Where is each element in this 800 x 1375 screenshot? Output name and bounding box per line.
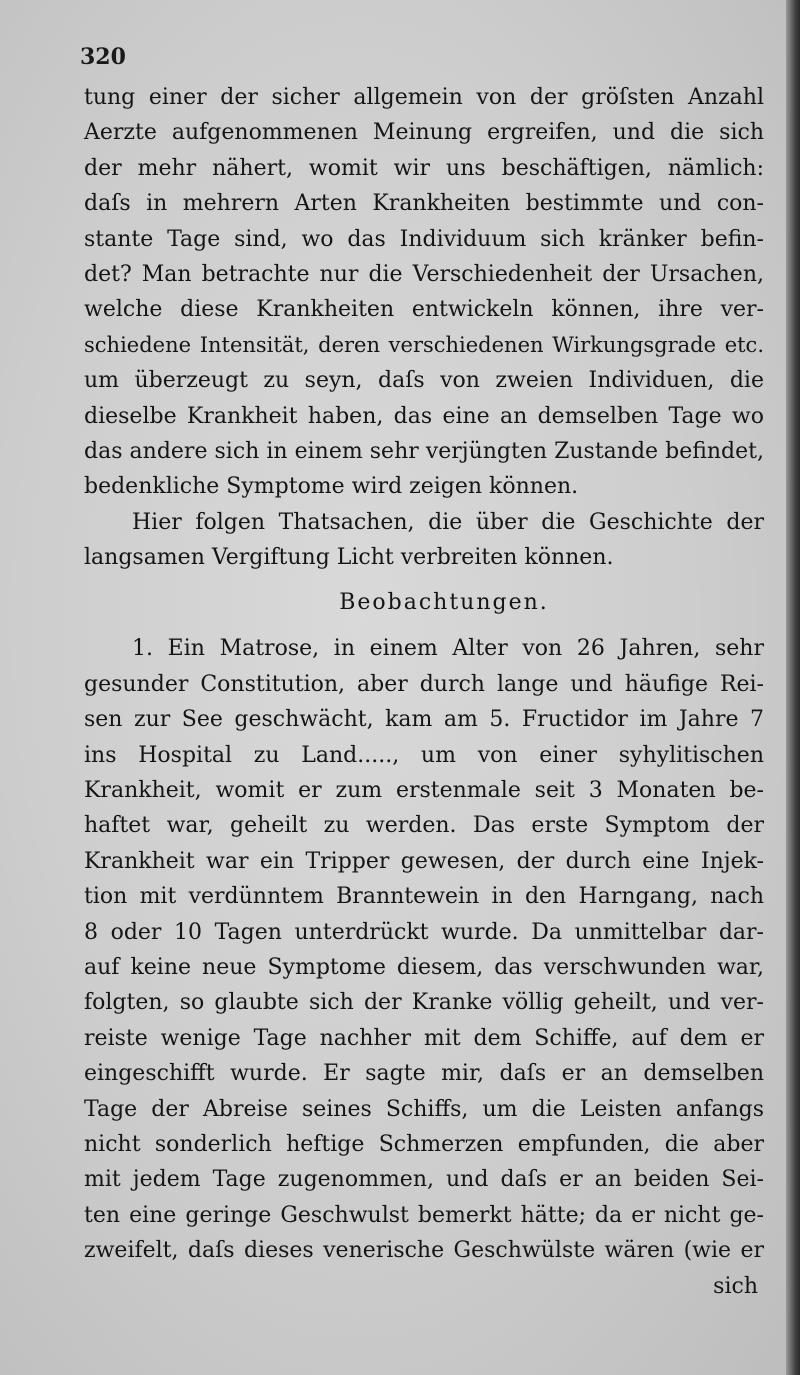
paragraph-3 xyxy=(84,631,764,1268)
text-line: um überzeugt zu seyn, daſs von zweien Individuen, die xyxy=(84,368,764,394)
text-line: stante Tage sind, wo das Individuum sich kränker befin- xyxy=(84,226,764,252)
text-line: haftet war, geheilt zu werden. Das erste Symptom der xyxy=(84,813,764,839)
text-line: tung einer der sicher allgemein von der gröſsten Anzahl xyxy=(84,85,764,110)
text-line: langsamen Vergiftung Licht verbreiten können. xyxy=(84,545,614,571)
text-line: folgten, so glaubte sich der Kranke völlig geheilt, und ver- xyxy=(84,990,764,1016)
text-line: ins Hospital zu Land....., um von einer syhylitischen xyxy=(84,742,764,768)
text-line: Krankheit war ein Tripper gewesen, der durch eine Injek- xyxy=(84,848,764,874)
text-line: das andere sich in einem sehr verjüngten Zustande befindet, xyxy=(84,438,764,464)
text-line: nicht sonderlich heftige Schmerzen empfunden, die aber xyxy=(84,1131,764,1157)
page-number: 320 xyxy=(80,44,126,70)
paragraph-1 xyxy=(84,80,764,505)
text-line: reiste wenige Tage nachher mit dem Schiffe, auf dem er xyxy=(84,1025,764,1051)
text-line: daſs in mehrern Arten Krankheiten bestimmte und con- xyxy=(84,191,764,217)
text-line: 8 oder 10 Tagen unterdrückt wurde. Da unmittelbar dar- xyxy=(84,919,764,945)
text-line: Tage der Abreise seines Schiffs, um die Leisten anfangs xyxy=(84,1096,764,1122)
text-line: ten eine geringe Geschwulst bemerkt hätte; da er nicht ge- xyxy=(84,1202,764,1228)
book-spine-shadow xyxy=(786,0,800,1375)
text-line: mit jedem Tage zugenommen, und daſs er an beiden Sei- xyxy=(84,1167,764,1193)
text-line: zweifelt, daſs dieses venerische Geschwülste wären (wie er xyxy=(84,1238,764,1264)
section-heading: Beobachtungen. xyxy=(339,590,549,616)
text-line: sen zur See geschwächt, kam am 5. Fructidor im Jahre 7 xyxy=(84,707,764,733)
page-text xyxy=(84,80,764,1304)
text-line: auf keine neue Symptome diesem, das verschwunden war, xyxy=(84,954,764,980)
catchword: sich xyxy=(713,1273,758,1299)
text-line: bedenkliche Symptome wird zeigen können. xyxy=(84,474,579,500)
text-line: schiedene Intensität, deren verschiedenen Wirkungsgrade etc. xyxy=(84,332,764,357)
text-line: gesunder Constitution, aber durch lange und häufige Rei- xyxy=(84,671,764,697)
text-line: Aerzte aufgenommenen Meinung ergreifen, und die sich xyxy=(84,120,764,146)
text-line: der mehr nähert, womit wir uns beschäftigen, nämlich: xyxy=(84,155,764,181)
text-line: tion mit verdünntem Branntewein in den Harngang, nach xyxy=(84,884,764,910)
text-line: welche diese Krankheiten entwickeln können, ihre ver- xyxy=(84,297,764,323)
text-line: det? Man betrachte nur die Verschiedenheit der Ursachen, xyxy=(84,261,764,287)
text-line: 1. Ein Matrose, in einem Alter von 26 Jahren, sehr xyxy=(132,636,764,662)
text-line: eingeschifft wurde. Er sagte mir, daſs er an demselben xyxy=(84,1061,764,1087)
text-line: dieselbe Krankheit haben, das eine an demselben Tage wo xyxy=(84,403,764,429)
text-line: Krankheit, womit er zum erstenmale seit 3 Monaten be- xyxy=(84,778,764,804)
paragraph-2 xyxy=(84,505,764,576)
text-line: Hier folgen Thatsachen, die über die Geschichte der xyxy=(132,509,764,535)
